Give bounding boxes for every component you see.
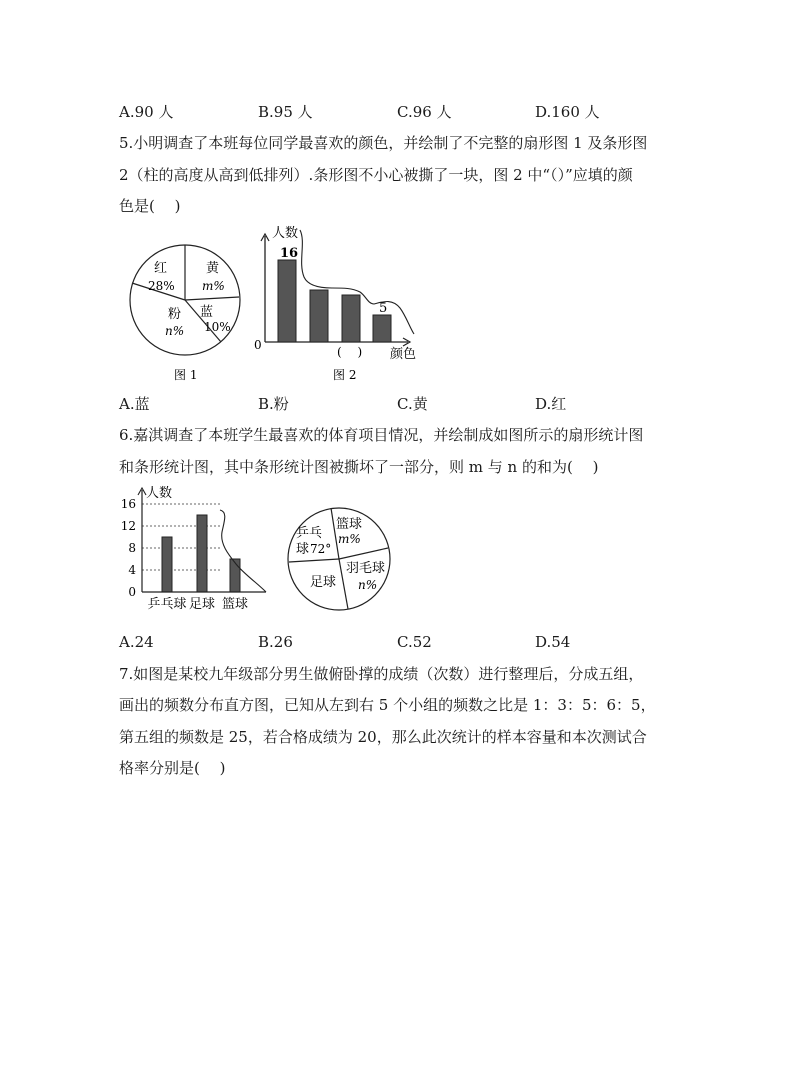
q6-option-a: A.24 (119, 633, 154, 651)
q4-option-c: C.96 人 (397, 103, 452, 121)
q6-bar-chart (116, 482, 276, 616)
bar-4 (373, 315, 391, 342)
q5-option-a: A.蓝 (119, 395, 150, 413)
q5-line-3: 色是( ) (119, 197, 181, 215)
q5-option-b: B.粉 (258, 395, 289, 413)
q7-line-2: 画出的频数分布直方图，已知从左到右 5 个小组的频数之比是 1：3：5：6：5， (119, 696, 656, 714)
y-tick-label: 0 (128, 585, 136, 599)
q5-pie-chart (118, 238, 258, 388)
x-category-label: 足球 (188, 597, 216, 612)
slice-value-yellow: m% (202, 279, 225, 293)
x-category-label: 篮球 (221, 597, 249, 612)
q5-option-c: C.黄 (397, 395, 428, 413)
bar-1-label: 16 (280, 246, 299, 261)
q6-line-2: 和条形统计图，其中条形统计图被撕坏了一部分，则 m 与 n 的和为( ) (119, 458, 599, 476)
q7-line-1: 7.如图是某校九年级部分男生做俯卧撑的成绩（次数）进行整理后，分成五组， (119, 665, 644, 683)
slice-label-yellow: 黄 (206, 261, 220, 276)
slice-label-football: 足球 (310, 575, 337, 590)
slice-label-badminton: 羽毛球 (346, 561, 386, 576)
x-category-label: 乒乓球 (147, 597, 187, 612)
slice-label-red: 红 (154, 261, 168, 276)
slice-value-badminton: n% (358, 578, 378, 592)
figure-1-caption: 图 1 (174, 368, 198, 382)
y-tick-label: 12 (120, 519, 136, 533)
y-tick-label: 4 (128, 563, 136, 577)
grid (142, 504, 220, 570)
x-axis-label: 颜色 (390, 347, 417, 362)
y-tick-label: 16 (120, 497, 136, 511)
bar-3 (230, 559, 240, 592)
bar-1 (278, 260, 296, 342)
q4-option-b: B.95 人 (258, 103, 313, 121)
slice-value-pingpong: 72° (310, 542, 332, 556)
y-tick-label: 8 (128, 541, 136, 555)
torn-edge (220, 510, 266, 592)
bar-2 (197, 515, 207, 592)
slice-label-basketball: 篮球 (336, 517, 363, 532)
q7-line-3: 第五组的频数是 25，若合格成绩为 20，那么此次统计的样本容量和本次测试合 (119, 728, 647, 746)
origin-label: 0 (254, 338, 262, 352)
slice-label-pink: 粉 (168, 307, 182, 322)
q7-line-4: 格率分别是( ) (119, 759, 226, 777)
q6-option-c: C.52 (397, 633, 432, 651)
y-axis-label: 人数 (272, 226, 299, 241)
slice-value-basketball: m% (338, 532, 361, 546)
slice-label-pingpong: 乒乓球 (296, 526, 323, 557)
slice-label-blue: 蓝 (200, 305, 214, 320)
bar-4-label: 5 (379, 301, 388, 316)
q5-bar-chart (248, 222, 428, 388)
y-axis-label: 人数 (146, 486, 173, 501)
q6-line-1: 6.嘉淇调查了本班学生最喜欢的体育项目情况，并绘制成如图所示的扇形统计图 (119, 426, 644, 444)
bar-1 (162, 537, 172, 592)
slice-value-red: 28% (148, 279, 175, 293)
blank-category-label: ( ) (337, 345, 363, 359)
figure-2-caption: 图 2 (333, 368, 357, 382)
q5-line-1: 5.小明调查了本班每位同学最喜欢的颜色，并绘制了不完整的扇形图 1 及条形图 (119, 134, 648, 152)
q4-option-a: A.90 人 (119, 103, 174, 121)
q5-line-2: 2（柱的高度从高到低排列）.条形图不小心被撕了一块，图 2 中“（）”应填的颜 (119, 166, 633, 184)
q6-pie-chart (284, 502, 396, 614)
bar-2 (310, 290, 328, 342)
slice-value-pink: n% (165, 324, 185, 338)
q6-option-b: B.26 (258, 633, 293, 651)
slice-value-blue: 10% (204, 320, 231, 334)
bar-3 (342, 295, 360, 342)
q4-option-d: D.160 人 (535, 103, 600, 121)
q6-option-d: D.54 (535, 633, 571, 651)
q5-option-d: D.红 (535, 395, 567, 413)
